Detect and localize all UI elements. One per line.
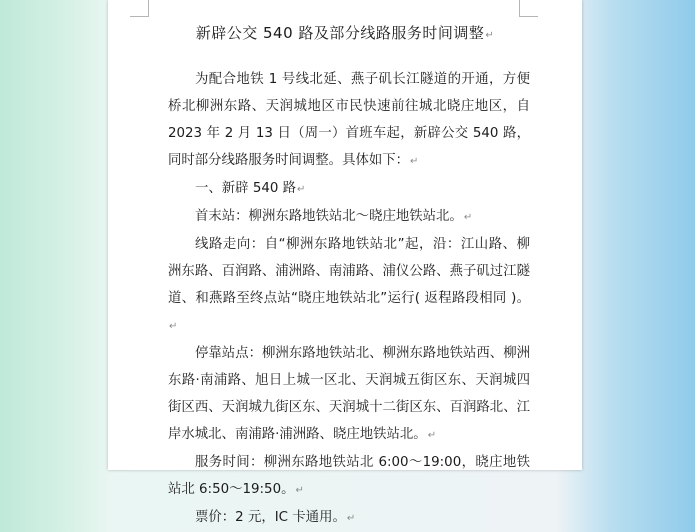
paragraph-intro: 为配合地铁 1 号线北延、燕子矶长江隧道的开通，方便桥北柳洲东路、天润城地区市民快速前往城北晓庄地区，自 2023 年 2 月 13 日（周一）首班车起，新辟公交 540 路，同时部分线路服务时间调整。具体如下：↵: [168, 72, 530, 168]
paragraph-mark-icon: ↵: [410, 156, 419, 167]
crop-mark-top-left: [130, 0, 149, 17]
paragraph-mark-icon: ↵: [485, 30, 495, 41]
paragraph-mark-icon: ↵: [427, 430, 437, 441]
crop-mark-top-right: [519, 0, 538, 17]
paragraph-terminals: 首末站：柳洲东路地铁站北～晓庄地铁站北。↵: [195, 209, 473, 224]
paragraph-service-time: 服务时间：柳洲东路地铁站北 6:00～19:00，晓庄地铁站北 6:50～19:50。↵: [168, 455, 530, 497]
paragraph-mark-icon: ↵: [346, 513, 356, 524]
document-title: 新辟公交 540 路及部分线路服务时间调整↵: [195, 24, 495, 42]
paragraph-mark-icon: ↵: [463, 212, 473, 223]
paragraph-section-heading: 一、新辟 540 路↵: [195, 181, 306, 196]
paragraph-stops: 停靠站点：柳洲东路地铁站北、柳洲东路地铁站西、柳洲东路·南浦路、旭日上城一区北、天润城五街区东、天润城四街区西、天润城九街区东、天润城十二街区东、百润路北、江岸水城北、南浦路·浦洲路、晓庄地铁站北。↵: [168, 346, 530, 442]
paragraph-mark-icon: ↵: [297, 184, 306, 195]
paragraph-mark-icon: ↵: [169, 321, 178, 332]
paragraph-fare: 票价：2 元，IC 卡通用。↵: [195, 510, 356, 525]
paragraph-route: 线路走向：自“柳洲东路地铁站北”起，沿：江山路、柳洲东路、百润路、浦洲路、南浦路、浦仪公路、燕子矶过江隧道、和燕路至终点站“晓庄地铁站北”运行( 返程路段相同 )。↵: [168, 237, 530, 332]
paragraph-mark-icon: ↵: [295, 485, 304, 496]
document-page: [108, 0, 582, 525]
document-body: [168, 66, 530, 532]
